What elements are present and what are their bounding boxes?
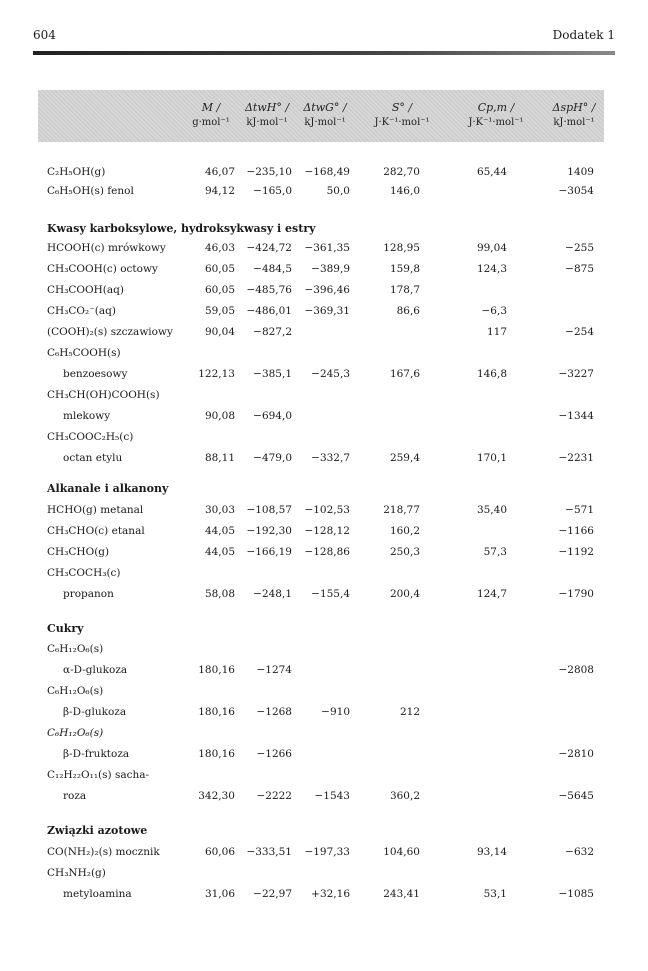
section-heading: Związki azotowe: [47, 824, 148, 837]
table-cell: −255: [565, 242, 594, 254]
table-row: [0, 305, 648, 321]
col-header-gibbs: ΔtwG° / kJ·mol⁻¹: [303, 101, 347, 128]
table-cell: C₆H₁₂O₆(s): [47, 727, 104, 739]
table-cell: 218,77: [383, 504, 420, 516]
table-cell: −389,9: [311, 263, 350, 275]
table-cell: −632: [565, 846, 594, 858]
table-cell: −1344: [558, 410, 594, 422]
table-cell: 212: [399, 706, 420, 718]
table-cell: 159,8: [389, 263, 420, 275]
table-row: [0, 389, 648, 405]
table-cell: CH₃COOH(aq): [47, 284, 124, 296]
table-row: [0, 546, 648, 562]
table-cell: −248,1: [253, 588, 292, 600]
table-cell: 146,8: [476, 368, 507, 380]
table-cell: 117: [486, 326, 507, 338]
table-cell: 146,0: [389, 185, 420, 197]
table-cell: 360,2: [389, 790, 420, 802]
table-cell: −3054: [558, 185, 594, 197]
table-row: [0, 748, 648, 764]
table-cell: 180,16: [198, 664, 235, 676]
table-cell: C₆H₅COOH(s): [47, 347, 121, 359]
table-cell: C₆H₅OH(s) fenol: [47, 185, 134, 197]
table-cell: 180,16: [198, 706, 235, 718]
table-row: [0, 368, 648, 384]
table-cell: 46,07: [204, 166, 235, 178]
table-cell: propanon: [63, 588, 114, 600]
table-cell: −369,31: [304, 305, 350, 317]
col-header-combustion: ΔspH° / kJ·mol⁻¹: [552, 101, 596, 128]
table-cell: 167,6: [389, 368, 420, 380]
table-cell: −22,97: [253, 888, 292, 900]
col-header-entropy: S° / J·K⁻¹·mol⁻¹: [374, 101, 430, 128]
table-row: [0, 284, 648, 300]
table-cell: −245,3: [311, 368, 350, 380]
col-header-heat-capacity: Cp,m / J·K⁻¹·mol⁻¹: [468, 101, 524, 128]
table-cell: −128,86: [304, 546, 350, 558]
table-cell: 99,04: [476, 242, 507, 254]
table-cell: 200,4: [389, 588, 420, 600]
col-header-molar-mass: M / g·mol⁻¹: [192, 101, 230, 128]
table-cell: −484,5: [253, 263, 292, 275]
table-cell: C₂H₅OH(g): [47, 166, 106, 178]
table-cell: −2808: [558, 664, 594, 676]
table-cell: C₆H₁₂O₆(s): [47, 685, 104, 697]
table-cell: CH₃NH₂(g): [47, 867, 106, 879]
section-heading: Alkanale i alkanony: [47, 482, 169, 495]
table-cell: 50,0: [326, 185, 350, 197]
page-number: 604: [33, 28, 56, 42]
table-row: [0, 790, 648, 806]
table-cell: −910: [321, 706, 350, 718]
table-cell: −1274: [256, 664, 292, 676]
table-cell: 65,44: [476, 166, 507, 178]
table-cell: β-D-fruktoza: [63, 748, 130, 760]
table-cell: roza: [63, 790, 87, 802]
table-row: [0, 867, 648, 883]
table-cell: α-D-glukoza: [63, 664, 128, 676]
col-header-enthalpy: ΔtwH° / kJ·mol⁻¹: [244, 101, 290, 128]
table-cell: 60,05: [204, 263, 235, 275]
table-cell: −2222: [256, 790, 292, 802]
section-heading: Kwasy karboksylowe, hydroksykwasy i estry: [47, 222, 316, 235]
table-row: [0, 242, 648, 258]
table-cell: mlekowy: [63, 410, 111, 422]
table-header: [38, 90, 604, 142]
table-row: [0, 326, 648, 342]
table-cell: −396,46: [304, 284, 350, 296]
section-heading: Cukry: [47, 622, 84, 635]
table-row: [0, 643, 648, 659]
table-row: [0, 846, 648, 862]
table-cell: 104,60: [383, 846, 420, 858]
table-cell: CH₃CHO(g): [47, 546, 110, 558]
table-cell: 250,3: [389, 546, 420, 558]
table-cell: C₆H₁₂O₆(s): [47, 643, 104, 655]
table-cell: 282,70: [383, 166, 420, 178]
table-cell: 53,1: [483, 888, 507, 900]
table-cell: 93,14: [476, 846, 507, 858]
table-cell: 124,7: [476, 588, 507, 600]
table-cell: CH₃COOC₂H₅(c): [47, 431, 134, 443]
table-cell: −361,35: [304, 242, 350, 254]
table-cell: −2810: [558, 748, 594, 760]
table-cell: 44,05: [204, 546, 235, 558]
table-cell: 259,4: [389, 452, 420, 464]
table-cell: −5645: [558, 790, 594, 802]
table-cell: −485,76: [246, 284, 292, 296]
table-cell: −128,12: [304, 525, 350, 537]
table-row: [0, 166, 648, 182]
table-cell: 86,6: [396, 305, 420, 317]
table-cell: CH₃CHO(c) etanal: [47, 525, 145, 537]
table-cell: −424,72: [246, 242, 292, 254]
table-row: [0, 347, 648, 363]
table-cell: −486,01: [246, 305, 292, 317]
table-cell: −875: [565, 263, 594, 275]
table-cell: HCHO(g) metanal: [47, 504, 144, 516]
table-cell: 90,08: [204, 410, 235, 422]
table-row: [0, 727, 648, 743]
table-cell: −254: [565, 326, 594, 338]
table-cell: −385,1: [253, 368, 292, 380]
table-cell: CH₃COCH₃(c): [47, 567, 121, 579]
table-row: [0, 664, 648, 680]
table-cell: 94,12: [204, 185, 235, 197]
table-row: [0, 769, 648, 785]
table-cell: −197,33: [304, 846, 350, 858]
table-cell: 30,03: [204, 504, 235, 516]
table-cell: 122,13: [198, 368, 235, 380]
table-cell: 1409: [567, 166, 594, 178]
table-cell: 170,1: [476, 452, 507, 464]
table-row: [0, 410, 648, 426]
table-row: [0, 504, 648, 520]
table-cell: −165,0: [253, 185, 292, 197]
table-cell: 128,95: [383, 242, 420, 254]
table-cell: benzoesowy: [63, 368, 128, 380]
table-cell: −1543: [314, 790, 350, 802]
table-cell: β-D-glukoza: [63, 706, 127, 718]
table-row: [0, 263, 648, 279]
table-cell: −102,53: [304, 504, 350, 516]
table-cell: −479,0: [253, 452, 292, 464]
page-header: [33, 28, 615, 44]
table-cell: −6,3: [481, 305, 507, 317]
table-cell: CH₃COOH(c) octowy: [47, 263, 158, 275]
header-rule: [33, 51, 615, 55]
table-cell: 60,05: [204, 284, 235, 296]
table-cell: 35,40: [476, 504, 507, 516]
table-row: [0, 685, 648, 701]
table-cell: −168,49: [304, 166, 350, 178]
table-row: [0, 185, 648, 201]
table-cell: −827,2: [253, 326, 292, 338]
table-cell: −1085: [558, 888, 594, 900]
table-cell: 160,2: [389, 525, 420, 537]
table-cell: −571: [565, 504, 594, 516]
table-cell: CH₃CH(OH)COOH(s): [47, 389, 160, 401]
table-cell: −166,19: [246, 546, 292, 558]
table-cell: 180,16: [198, 748, 235, 760]
table-cell: −1166: [558, 525, 594, 537]
table-cell: −155,4: [311, 588, 350, 600]
table-cell: 58,08: [204, 588, 235, 600]
table-cell: −1790: [558, 588, 594, 600]
table-row: [0, 525, 648, 541]
table-row: [0, 567, 648, 583]
table-row: [0, 452, 648, 468]
table-cell: (COOH)₂(s) szczawiowy: [47, 326, 173, 338]
table-cell: 90,04: [204, 326, 235, 338]
table-cell: HCOOH(c) mrówkowy: [47, 242, 166, 254]
table-cell: −1268: [256, 706, 292, 718]
table-cell: 60,06: [204, 846, 235, 858]
table-cell: −2231: [558, 452, 594, 464]
table-cell: octan etylu: [63, 452, 123, 464]
page-title: Dodatek 1: [552, 28, 615, 42]
table-cell: 59,05: [204, 305, 235, 317]
table-cell: 44,05: [204, 525, 235, 537]
table-row: [0, 431, 648, 447]
table-cell: −108,57: [246, 504, 292, 516]
table-cell: CO(NH₂)₂(s) mocznik: [47, 846, 160, 858]
table-cell: 178,7: [389, 284, 420, 296]
table-cell: −192,30: [246, 525, 292, 537]
table-cell: 124,3: [476, 263, 507, 275]
table-cell: −1266: [256, 748, 292, 760]
table-cell: 57,3: [483, 546, 507, 558]
table-cell: −332,7: [311, 452, 350, 464]
table-cell: CH₃CO₂⁻(aq): [47, 305, 116, 317]
table-cell: −1192: [558, 546, 594, 558]
table-row: [0, 706, 648, 722]
table-cell: C₁₂H₂₂O₁₁(s) sacha-: [47, 769, 150, 781]
table-cell: −333,51: [246, 846, 292, 858]
table-cell: −235,10: [246, 166, 292, 178]
table-cell: 243,41: [383, 888, 420, 900]
table-cell: +32,16: [311, 888, 350, 900]
table-cell: −3227: [558, 368, 594, 380]
table-row: [0, 588, 648, 604]
table-cell: 342,30: [198, 790, 235, 802]
table-cell: 46,03: [204, 242, 235, 254]
table-cell: metyloamina: [63, 888, 132, 900]
table-cell: 88,11: [204, 452, 235, 464]
table-row: [0, 888, 648, 904]
table-cell: 31,06: [204, 888, 235, 900]
table-cell: −694,0: [253, 410, 292, 422]
